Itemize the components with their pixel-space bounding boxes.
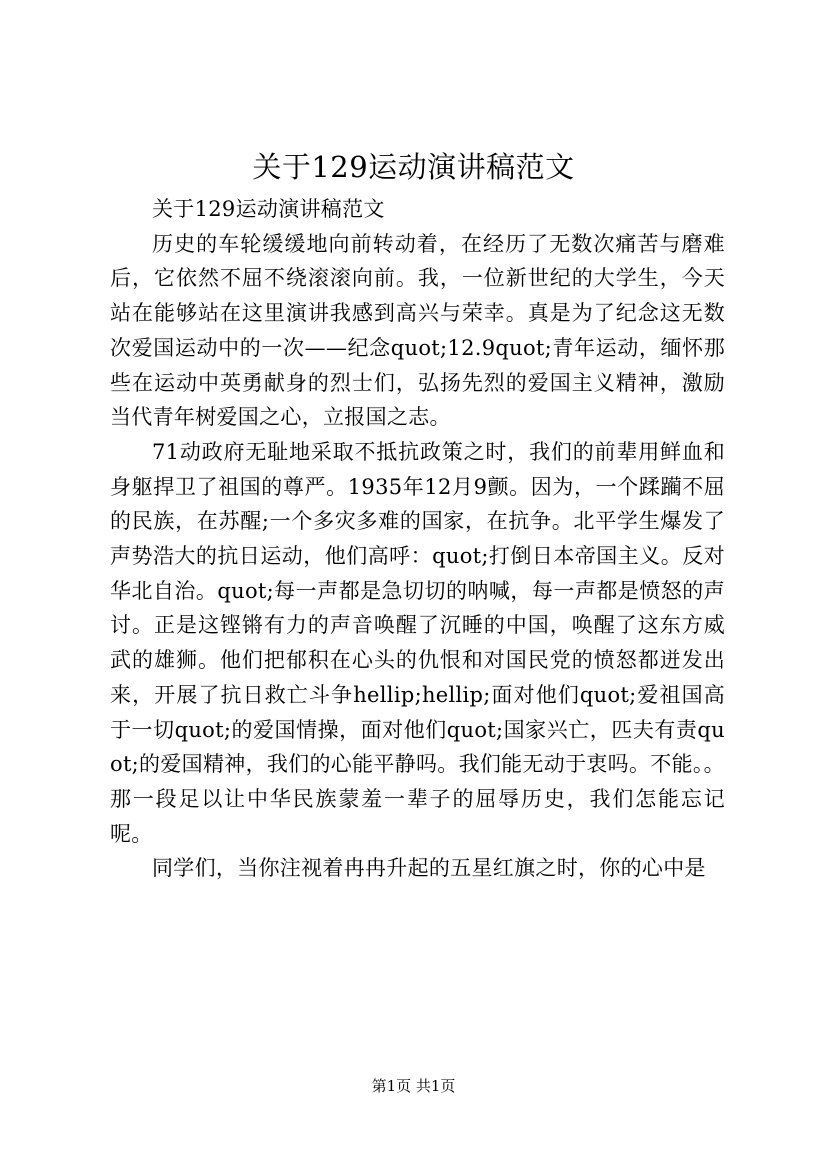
paragraph-subtitle: 关于129运动演讲稿范文 bbox=[152, 197, 385, 221]
paragraph-students: 同学们，当你注视着冉冉升起的五星红旗之时，你的心中是 bbox=[152, 856, 706, 881]
document-body bbox=[110, 192, 725, 886]
document-title: 关于129运动演讲稿范文 bbox=[252, 150, 575, 184]
paragraph-1935: 71动政府无耻地采取不抵抗政策之时，我们的前辈用鲜血和身躯捍卫了祖国的尊严。1935年12月9颤。因为，一个蹂躏不屈的民族，在苏醒;一个多灾多难的国家，在抗争。北平学生爆发了声势浩大的抗日运动，他们高呼：quot;打倒日本帝国主义。反对华北自治。quot;每一声都是急切切的呐喊，每一声都是愤怒的声讨。正是这铿锵有力的声音唤醒了沉睡的中国，唤醒了这东方威武的雄狮。他们把郁积在心头的仇恨和对国民党的愤怒都迸发出来，开展了抗日救亡斗争hellip;hellip;面对他们quot;爱祖国高于一切quot;的爱国情操，面对他们quot;国家兴亡，匹夫有责quot;的爱国精神，我们的心能平静吗。我们能无动于衷吗。不能。。那一段足以让中华民族蒙羞一辈子的屈辱历史，我们怎能忘记呢。 bbox=[110, 439, 725, 846]
paragraph-history: 历史的车轮缓缓地向前转动着，在经历了无数次痛苦与磨难后，它依然不屈不绕滚滚向前。我，一位新世纪的大学生，今天站在能够站在这里演讲我感到高兴与荣幸。真是为了纪念这无数次爱国运动中的一次——纪念quot;12.9quot;青年运动，缅怀那些在运动中英勇献身的烈士们，弘扬先烈的爱国主义精神，激励当代青年树爱国之心，立报国之志。 bbox=[110, 231, 725, 430]
page-footer: 第1页 共1页 bbox=[371, 1077, 456, 1095]
